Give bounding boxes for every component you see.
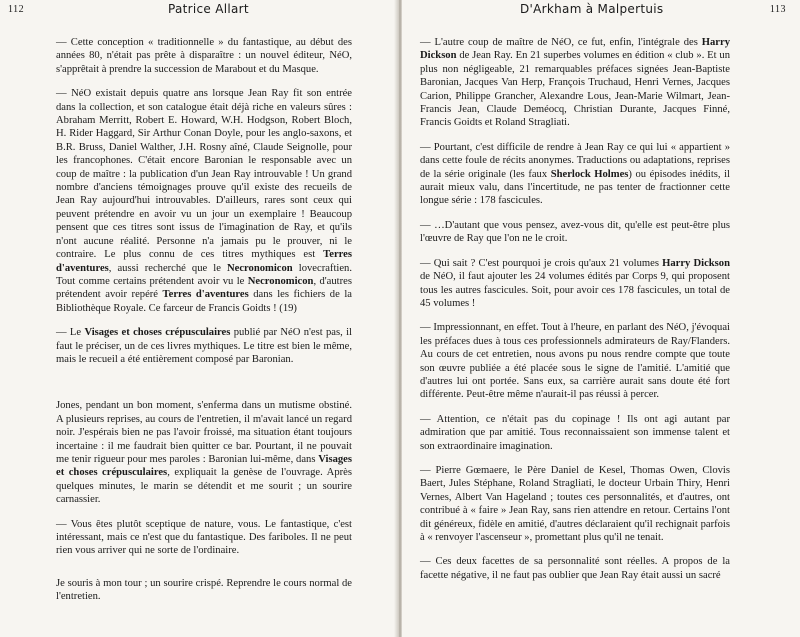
paragraph: — Pourtant, c'est difficile de rendre à Jean Ray ce qui lui « appartient » dans cette foule de récits anonymes. Traductions ou adaptations, reprises de la série originale (les faux Sherlock Holmes) ou épisodes inédits, il aurait mieux valu, dans l'incertitude, ne pas tenter de fractionner cette longue série : 178 fascicules. (420, 141, 730, 207)
paragraph: — L'autre coup de maître de NéO, ce fut, enfin, l'intégrale des Harry Dickson de Jean Ray. En 21 superbes volumes en édition « club ». Et un plus non négligeable, 21 remarquables préfaces signées Jean-Baptiste Baronian, Jacques Van Herp, François Truchaud, Henri Vernes, Jacques Carion, Philippe Grancher, Alexandre Lous, Jean-Marie Wilmart, Jean-Francis Jean, Claude Deméocq, Christian Durante, Jacques Finné, Francis Goidts et Roland Stragliati. (420, 37, 730, 129)
paragraph: — Impressionnant, en effet. Tout à l'heure, en parlant des NéO, j'évoquai les préfaces dues à tous ces professionnels admirateurs de Ray/Flanders. Au cours de cet entretien, nous avons pu nous rendre compte que toute son œuvre publiée a été placée sous le signe de l'amitié. L'amitié que d'autres lui ont portée. Sans eux, sa carrière aurait sans doute été fort différente. Peut-être même n'aurait-il pas réussi à percer. (420, 322, 730, 401)
paragraph: — Attention, ce n'était pas du copinage ! Ils ont agi autant par admiration que par amitié. Tous reconnaissaient son immense talent et son extraordinaire imagination. (420, 413, 730, 452)
paragraph: — Cette conception « traditionnelle » du fantastique, au début des années 80, n'était pas prête à disparaître : un nouvel éditeur, NéO, s'apprêtait à prendre la succession de Marabout et du Masque. (56, 37, 352, 75)
paragraph: — Qui sait ? C'est pourquoi je crois qu'aux 21 volumes Harry Dickson de NéO, il faut ajouter les 24 volumes édités par Corps 9, qui proposent tous les autres fascicules. Soit, pour avoir ces 178 fascicules, un total de 45 volumes ! (420, 257, 730, 309)
paragraph: — Ces deux facettes de sa personnalité sont réelles. A propos de la facette négative, il ne faut pas oublier que Jean Ray était aussi un sacré (420, 556, 730, 581)
running-head: D'Arkham à Malpertuis (520, 2, 664, 16)
paragraph: — …D'autant que vous pensez, avez-vous dit, qu'elle est peut-être plus l'œuvre de Ray que l'on ne le croit. (420, 219, 730, 245)
page-number: 112 (8, 4, 25, 15)
right-page (402, 0, 800, 637)
paragraph: — NéO existait depuis quatre ans lorsque Jean Ray fit son entrée dans la collection, et son catalogue était déjà riche en valeurs sûres : Abraham Merritt, Robert E. Howard, W.H. Hodgson, Robert Bloch, H. Rider Haggard, Sir Arthur Conan Doyle, pour les anglo-saxons, et B.R. Bruss, Daniel Walther, J.H. Rosny aîné, Claude Seignolle, pour les francophones. C'était encore Baronian le responsable avec un coup de maître : la publication d'un Jean Ray introuvable ! Un grand nombre d'anciens témoignages prouve qu'il existe des recueils de Jean Ray aujourd'hui introuvables. D'ailleurs, rares sont ceux qui peuvent prétendre en avoir vu un jour un exemplaire ! Beaucoup pensent que ces titres sont issus de l'imagination de Ray, et qu'ils n'ont aucune réalité. Personne n'a jamais pu le prouver, ni le contraire. Le plus connu de ces titres mythiques est Terres d'aventures, aussi recherché que le Necronomicon lovecraftien. Tout comme certains prétendent avoir vu le Necronomicon, d'autres prétendent avoir repéré Terres d'aventures dans les fichiers de la Bibliothèque Royale. Ce farceur de Francis Goidts ! (19) (56, 88, 352, 314)
running-head: Patrice Allart (168, 2, 249, 16)
paragraph: — Vous êtes plutôt sceptique de nature, vous. Le fantastique, c'est intéressant, mais ce n'est que du fantastique. Des fariboles. Il ne peut rien vous arriver qui ne sorte de l'ordinaire. (56, 518, 352, 557)
page-number: 113 (769, 4, 786, 15)
paragraph: — Le Visages et choses crépusculaires publié par NéO n'est pas, il faut le préciser, un de ces livres mythiques. Le titre est bien le même, mais le recueil a été entièrement composé par Baronian. (56, 327, 352, 365)
paragraph: — Pierre Gœmaere, le Père Daniel de Kesel, Thomas Owen, Clovis Baert, Jules Stéphane, Roland Stragliati, le docteur Urbain Thiry, Henri Vernes, Albert Van Hageland ; toutes ces personnalités, et d'autres, ont contribué à « faire » Jean Ray, sans rien attendre en retour. Certains l'ont dit généreux, fidèle en amitié, d'autres déclaraient qu'il rechignait parfois à « renvoyer l'ascenseur », promettant plus qu'il ne tenait. (420, 464, 730, 543)
right-page-header (402, 2, 800, 20)
left-page-body (56, 36, 352, 604)
left-page (0, 0, 398, 637)
left-page-header (0, 2, 398, 20)
right-page-body (420, 36, 730, 582)
paragraph: Jones, pendant un bon moment, s'enferma dans un mutisme obstiné. A plusieurs reprises, au cours de l'entretien, il m'avait lancé un regard noir. J'espérais bien ne pas l'avoir froissé, ma situation étant toujours incertaine : il me faudrait bien quitter ce bar. Pourtant, il ne pouvait me tenir rigueur pour mes paroles : Baronian lui-même, dans Visages et choses crépusculaires, expliquait la genèse de l'ouvrage. Après quelques minutes, le marin se détendit et me sourit ; un sourire carnassier. (56, 400, 352, 506)
paragraph: Je souris à mon tour ; un sourire crispé. Reprendre le cours normal de l'entretien. (56, 577, 352, 603)
